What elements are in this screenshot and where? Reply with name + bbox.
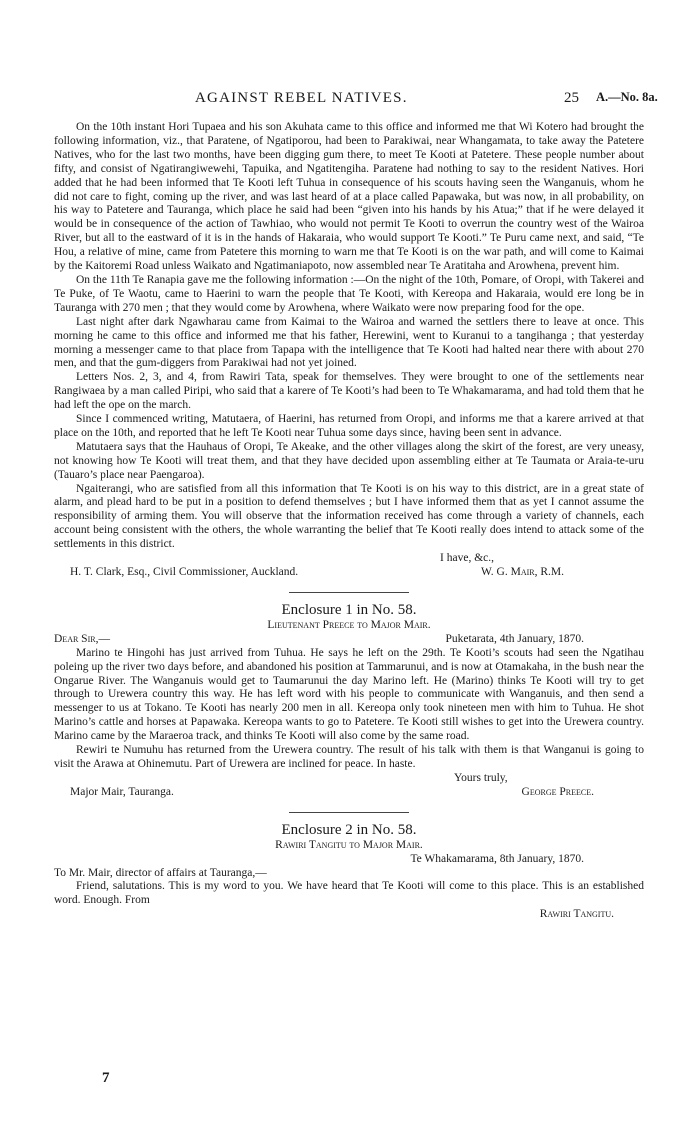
place-date: Puketarata, 4th January, 1870. [445,632,584,645]
enclosure-paragraph: Friend, salutations. This is my word to you. We have heard that Te Kooti will come to this place. This is an established word. Enough. From [54,880,644,907]
letter-paragraph: Last night after dark Ngawharau came from Kaimai to the Wairoa and warned the settlers there to leave at once. This morning he came to this office and informed me that his father, Herewini, went to Kuranui to a tangihanga ; that yesterday morning a messenger came to that place from Tapapa with the intelligence that Te Kooti had halted near there with about 270 men, and that the gum-diggers from Parakiwai had not yet joined. [54,315,644,370]
enclosure-title: Enclosure 1 in No. 58. [281,601,417,618]
section-divider [289,592,409,593]
to-line: To Mr. Mair, director of affairs at Tauranga,— [54,866,267,879]
section-divider [289,812,409,813]
enclosure-heading-row [54,633,644,647]
enclosure-2 [54,821,644,922]
letter-addressee: H. T. Clark, Esq., Civil Commissioner, Auckland. [70,566,299,578]
enclosure-signoff [54,786,644,800]
letter-paragraph: Since I commenced writing, Matutaera, of Haerini, has returned from Oropi, and informs me that a karere arrived at that place on the 10th, and reported that he left Te Kooti near Tuhua some days since, having been sent in advance. [54,413,644,439]
enclosure-1 [54,601,644,800]
page-number: 25 [564,90,579,106]
enclosure-subtitle: Lieutenant Preece to Major Mair. [267,618,431,631]
enclosure-addressee: Major Mair, Tauranga. [70,785,174,798]
document-reference: A.—No. 8a. [596,90,658,104]
letter-paragraph: Letters Nos. 2, 3, and 4, from Rawiri Tata, speak for themselves. They were brought to one of the settlements near Rangiwaea by a man called Piripi, who said that a karere of Te Kooti’s had been to Te Whakamarama, and had told them that he had left the ope on the march. [54,371,644,412]
letter-signature: W. G. Mair, R.M. [480,566,564,578]
enclosure-paragraph: Marino te Hingohi has just arrived from Tuhua. He says he left on the 29th. Te Kooti’s scouts had seen the Ngatihau poleing up the river two days before, and abandoned his position at Tammarunui, and is now at Otamakaha, in the bush near the Ongarue River. The Wanganuis would get to Taumarunui the day Marino left. He (Marino) thinks Te Kooti will try to get through to Urewera country this way. He has left word with his people to communicate with Wanganuis, and then send a messenger to us at Tokano. Te Kooti has nearly 200 men in all. Kereopa only took nineteen men with him to Tuhua. He shot Marino’s cattle and horses at Papawaka. Kereopa wants to go to Patetere. Te Kooti still wishes to get into the Urewera country. Marino came by the Maraeroa track, and thinks Te Kooti will also come by the same road. [54,646,644,743]
letter-closing: I have, &c., [440,552,494,565]
letter-paragraph: Matutaera says that the Hauhaus of Oropi, Te Akeake, and the other villages along the skirt of the forest, are very uneasy, not knowing how Te Kooti will treat them, and that they have decided upon assembling either at Te Taumata or Araia-te-uru (Tauaro’s place near Paengaroa). [54,440,644,481]
enclosure-paragraph: Rewiri te Numuhu has returned from the Urewera country. The result of his talk with them is that Wanganui is going to visit the Arawa at Ohinemutu. Part of Urewera are inclined for peace. In haste. [54,744,644,770]
letter-paragraph: Ngaiterangi, who are satisfied from all this information that Te Kooti is on his way to this district, are in a great state of alarm, and plead hard to be put in a position to defend themselves ; but I have informed them that as yet I cannot assume the responsibility of arming them. You will observe that the information received has come through a variety of channels, each account being consistent with the others, the whole warranting the belief that Te Kooti really does intend to attack some of the settlements in this district. [54,482,644,551]
salutation: Dear Sir,— [54,632,110,645]
letter-paragraph: On the 10th instant Hori Tupaea and his son Akuhata came to this office and informed me that Wi Kotero had brought the following information, viz., that Paratene, of Ngatiporou, had been to Parakiwai, near Whangamata, to take away the Patetere Natives, who for the last two months, have been digging gum there, to meet Te Kooti at Patetere. These people number about fifty, and consist of Ngatirangiwewehi, Tapuika, and Ngatitengiha. Paratene had nothing to say to the resident Natives. Hori added that he had been informed that Te Kooti left Tuhua in consequence of his scouts having seen the Wanganuis, whom he did not care to fight, coming up the river, and was last heard of at a place called Papawaka, but was now, in all probability, on his way to Patetere and Tauranga, which place he said had been “given into his hands by his Atua;” that if he were delayed it would be in consequence of the action of Tawhiao, who would not permit Te Kooti to overrun the country west of the Wairoa River, but all to the eastward of it is in the hands of Hakaraia, who would support Te Kooti.” Te Puru came next, and said, “Te Hou, a relative of mine, came from Patetere this morning to warn me that Te Kooti is on the war path, and will come to Kaimai by the Kaitoremi Road unless Waikato and Ngatimaniapoto, now assembled near Te Aratitaha and Arowhena, prevent him. [54,121,644,273]
page-header [0,90,700,110]
letter [54,121,644,580]
enclosure-signature: Rawiri Tangitu. [539,908,614,921]
document-body [54,121,644,922]
running-title: AGAINST REBEL NATIVES. [195,90,408,106]
enclosure-subtitle: Rawiri Tangitu to Major Mair. [275,838,423,851]
letter-paragraph: On the 11th Te Ranapia gave me the following information :—On the night of the 10th, Pomare, of Oropi, with Takerei and Te Puke, of Te Waotu, came to Haerini to warn the people that Te Kooti, with Kereopa and Hakaraia, would ere long be in Tauranga with 270 men ; that they would come by Arowhena, where Waikato were now preparing food for the ope. [54,273,644,314]
enclosure-signature: George Preece. [521,785,594,798]
enclosure-closing: Yours truly, [454,771,508,784]
letter-signoff [54,566,644,580]
place-date: Te Whakamarama, 8th January, 1870. [410,852,584,865]
signature-mark: 7 [102,1070,110,1086]
enclosure-title: Enclosure 2 in No. 58. [281,821,417,838]
